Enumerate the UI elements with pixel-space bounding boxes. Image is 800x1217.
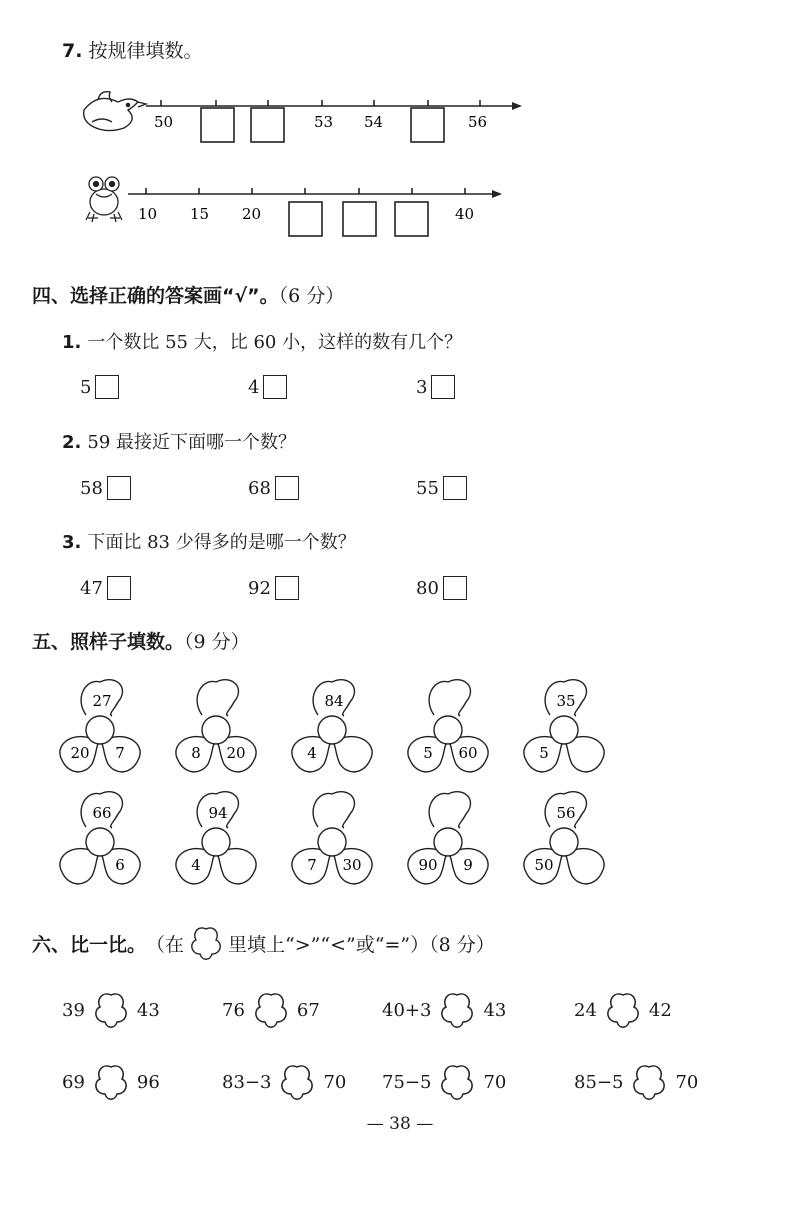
flower <box>176 792 256 884</box>
petal-left-value: 4 <box>191 856 201 874</box>
left-expression: 83−3 <box>222 1071 272 1093</box>
option-q1-a[interactable] <box>80 375 119 399</box>
left-expression: 40+3 <box>382 999 432 1021</box>
left-expression: 24 <box>574 999 597 1021</box>
left-expression: 76 <box>222 999 245 1021</box>
checkbox[interactable] <box>275 576 299 600</box>
flower-center[interactable] <box>202 828 230 856</box>
section4-title <box>32 281 344 308</box>
flower <box>524 792 604 884</box>
option-label: 5 <box>80 376 92 398</box>
petal-top-value: 94 <box>208 804 228 822</box>
answer-box[interactable] <box>289 202 322 236</box>
petal-top-value: 56 <box>556 804 576 822</box>
line1-label: 53 <box>314 113 334 131</box>
checkbox[interactable] <box>107 576 131 600</box>
comparison-item <box>382 1062 506 1102</box>
section5-score: （9 分） <box>184 631 250 653</box>
petal-right-value: 6 <box>115 856 125 874</box>
petal-top-value: 35 <box>556 692 576 710</box>
flower-center[interactable] <box>202 716 230 744</box>
option-label: 55 <box>416 477 439 499</box>
checkbox[interactable] <box>275 476 299 500</box>
compare-blank[interactable] <box>91 1062 131 1102</box>
page-number: — 38 — <box>366 1114 434 1134</box>
compare-flower-icon[interactable] <box>437 990 477 1030</box>
right-expression: 70 <box>675 1071 699 1093</box>
petal-top-value: 84 <box>324 692 344 710</box>
option-q2-a[interactable] <box>80 476 131 500</box>
petal-right-value: 20 <box>226 744 246 762</box>
petal-top <box>429 680 470 716</box>
compare-flower-icon[interactable] <box>91 990 131 1030</box>
petal-left-value: 20 <box>70 744 90 762</box>
question-text: 一个数比 55 大，比 60 小，这样的数有几个？ <box>87 332 463 353</box>
question-text: 59 最接近下面哪一个数？ <box>87 432 296 453</box>
option-label: 92 <box>248 577 271 599</box>
flower-center[interactable] <box>550 716 578 744</box>
compare-flower-icon[interactable] <box>629 1062 669 1102</box>
number-line-2 <box>80 172 520 242</box>
petal-top-value: 27 <box>92 692 112 710</box>
flower-center[interactable] <box>86 716 114 744</box>
petal-left-value: 7 <box>307 856 317 874</box>
line1-label: 54 <box>364 113 384 131</box>
flower-blank-icon <box>187 924 225 962</box>
s4-question-2 <box>62 428 296 454</box>
petal-right-value: 9 <box>463 856 473 874</box>
flower-center[interactable] <box>318 828 346 856</box>
petal-right-value: 7 <box>115 744 125 762</box>
compare-blank[interactable] <box>437 1062 477 1102</box>
section6-title <box>32 924 495 962</box>
option-q2-b[interactable] <box>248 476 299 500</box>
s4-question-3 <box>62 528 356 554</box>
petal-left-value: 4 <box>307 744 317 762</box>
section5-heading: 五、照样子填数。 <box>32 631 185 653</box>
option-label: 4 <box>248 376 260 398</box>
petal-top <box>313 792 354 828</box>
flower <box>524 680 604 772</box>
comparison-item <box>574 990 672 1030</box>
answer-box[interactable] <box>201 108 234 142</box>
comparison-item <box>222 1062 346 1102</box>
right-expression: 42 <box>648 999 672 1021</box>
flower <box>408 792 488 884</box>
option-label: 80 <box>416 577 439 599</box>
flower-center[interactable] <box>550 828 578 856</box>
option-label: 68 <box>248 477 271 499</box>
option-q1-c[interactable] <box>416 375 455 399</box>
answer-box[interactable] <box>343 202 376 236</box>
option-label: 47 <box>80 577 103 599</box>
petal-top <box>197 680 238 716</box>
section4-heading: 四、选择正确的答案画“√”。 <box>32 285 279 307</box>
section6-note-c: 里填上“>”“<”或“=”）（8 分） <box>228 933 495 956</box>
right-expression: 43 <box>483 999 507 1021</box>
flower <box>408 680 488 772</box>
flower-center[interactable] <box>434 716 462 744</box>
comparison-item <box>382 990 506 1030</box>
petal-top <box>429 792 470 828</box>
checkbox[interactable] <box>263 375 287 399</box>
compare-blank[interactable] <box>603 990 643 1030</box>
right-expression: 43 <box>136 999 160 1021</box>
compare-flower-icon[interactable] <box>437 1062 477 1102</box>
answer-box[interactable] <box>411 108 444 142</box>
petal-left-value: 5 <box>539 744 549 762</box>
compare-flower-icon[interactable] <box>603 990 643 1030</box>
compare-blank[interactable] <box>251 990 291 1030</box>
line2-label: 15 <box>190 205 210 223</box>
compare-flower-icon[interactable] <box>91 1062 131 1102</box>
option-q3-c[interactable] <box>416 576 467 600</box>
flower-center[interactable] <box>86 828 114 856</box>
section6-heading: 六、比一比。 <box>32 933 147 956</box>
question-number: 2. <box>62 432 82 453</box>
checkbox[interactable] <box>443 476 467 500</box>
line2-label: 20 <box>242 205 262 223</box>
section6-note-a: （在 <box>146 933 185 956</box>
right-expression: 70 <box>323 1071 347 1093</box>
compare-blank[interactable] <box>629 1062 669 1102</box>
checkbox[interactable] <box>431 375 455 399</box>
compare-blank[interactable] <box>437 990 477 1030</box>
bird-icon <box>84 92 146 131</box>
question-number: 1. <box>62 332 82 353</box>
left-expression: 85−5 <box>574 1071 624 1093</box>
petal-right-value: 30 <box>342 856 362 874</box>
left-expression: 39 <box>62 999 85 1021</box>
option-label: 58 <box>80 477 103 499</box>
petal-left-value: 90 <box>418 856 438 874</box>
compare-blank[interactable] <box>277 1062 317 1102</box>
line1-label: 56 <box>468 113 488 131</box>
option-q1-b[interactable] <box>248 375 287 399</box>
compare-flower-icon[interactable] <box>277 1062 317 1102</box>
checkbox[interactable] <box>107 476 131 500</box>
question-text: 下面比 83 少得多的是哪一个数？ <box>87 532 356 553</box>
frog-icon <box>86 177 122 222</box>
right-expression: 67 <box>296 999 320 1021</box>
petal-left-value: 5 <box>423 744 433 762</box>
right-expression: 96 <box>136 1071 160 1093</box>
petal-right-value: 60 <box>458 744 478 762</box>
comparison-item <box>62 1062 160 1102</box>
line1-label: 50 <box>154 113 174 131</box>
flower <box>292 792 372 884</box>
flower <box>60 792 140 884</box>
left-expression: 69 <box>62 1071 85 1093</box>
flower-center[interactable] <box>318 716 346 744</box>
right-expression: 70 <box>483 1071 507 1093</box>
answer-box[interactable] <box>395 202 428 236</box>
flower <box>60 680 140 772</box>
line2-label: 10 <box>138 205 158 223</box>
option-q3-b[interactable] <box>248 576 299 600</box>
section5-title <box>32 627 250 654</box>
s4-question-1 <box>62 328 462 354</box>
left-expression: 75−5 <box>382 1071 432 1093</box>
comparison-item <box>62 990 160 1030</box>
option-label: 3 <box>416 376 428 398</box>
q7-title <box>62 36 202 63</box>
question-number: 3. <box>62 532 82 553</box>
compare-flower-icon[interactable] <box>251 990 291 1030</box>
compare-blank[interactable] <box>91 990 131 1030</box>
flower <box>176 680 256 772</box>
petal-top-value: 66 <box>92 804 112 822</box>
option-q3-a[interactable] <box>80 576 131 600</box>
petal-left-value: 50 <box>534 856 554 874</box>
petal-left-value: 8 <box>191 744 201 762</box>
section4-score: （6 分） <box>278 285 345 307</box>
comparison-item <box>222 990 320 1030</box>
flower-center[interactable] <box>434 828 462 856</box>
q7-number: 7. <box>62 40 83 62</box>
comparison-item <box>574 1062 698 1102</box>
answer-box[interactable] <box>251 108 284 142</box>
checkbox[interactable] <box>443 576 467 600</box>
number-line-1 <box>78 88 528 148</box>
q7-text: 按规律填数。 <box>88 40 203 62</box>
flower <box>292 680 372 772</box>
checkbox[interactable] <box>95 375 119 399</box>
flower-grid <box>50 670 650 900</box>
option-q2-c[interactable] <box>416 476 467 500</box>
line2-label: 40 <box>455 205 475 223</box>
